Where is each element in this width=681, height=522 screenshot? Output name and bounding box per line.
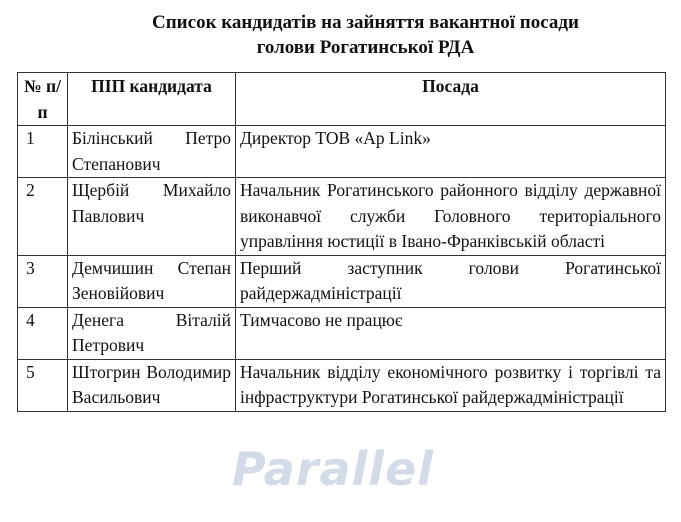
candidates-table bbox=[17, 72, 666, 412]
document-title bbox=[0, 10, 681, 60]
candidate-position: Начальник відділу економічного розвитку і торгівлі та інфраструктури Рогатинської райдержадміністрації bbox=[236, 359, 666, 411]
watermark-logo: Parallel bbox=[232, 442, 435, 496]
table-row bbox=[18, 126, 666, 178]
document-title-line-1: Список кандидатів на зайняття вакантної посади bbox=[152, 12, 579, 33]
row-number: 4 bbox=[18, 307, 68, 359]
table-row bbox=[18, 255, 666, 307]
document-title-line-2: голови Рогатинської РДА bbox=[256, 37, 475, 58]
candidate-position: Тимчасово не працює bbox=[236, 307, 666, 359]
candidate-position: Начальник Рогатинського районного відділу державної виконавчої служби Головного територіального управління юстиції в Івано-Франківській області bbox=[236, 178, 666, 256]
candidate-name: Штогрин Володимир Васильович bbox=[68, 359, 236, 411]
row-number: 1 bbox=[18, 126, 68, 178]
candidate-name: Білінський Петро Степанович bbox=[68, 126, 236, 178]
candidate-position: Директор ТОВ «Ap Link» bbox=[236, 126, 666, 178]
table-header-row bbox=[18, 73, 666, 126]
candidate-position: Перший заступник голови Рогатинської райдержадміністрації bbox=[236, 255, 666, 307]
header-position: Посада bbox=[236, 73, 666, 126]
header-number: № п/п bbox=[18, 73, 68, 126]
row-number: 5 bbox=[18, 359, 68, 411]
table-row bbox=[18, 178, 666, 256]
table-row bbox=[18, 307, 666, 359]
candidate-name: Денега Віталій Петрович bbox=[68, 307, 236, 359]
table-row bbox=[18, 359, 666, 411]
row-number: 3 bbox=[18, 255, 68, 307]
row-number: 2 bbox=[18, 178, 68, 256]
candidate-name: Щербій Михайло Павлович bbox=[68, 178, 236, 256]
header-candidate-name: ПІП кандидата bbox=[68, 73, 236, 126]
candidate-name: Демчишин Степан Зеновійович bbox=[68, 255, 236, 307]
